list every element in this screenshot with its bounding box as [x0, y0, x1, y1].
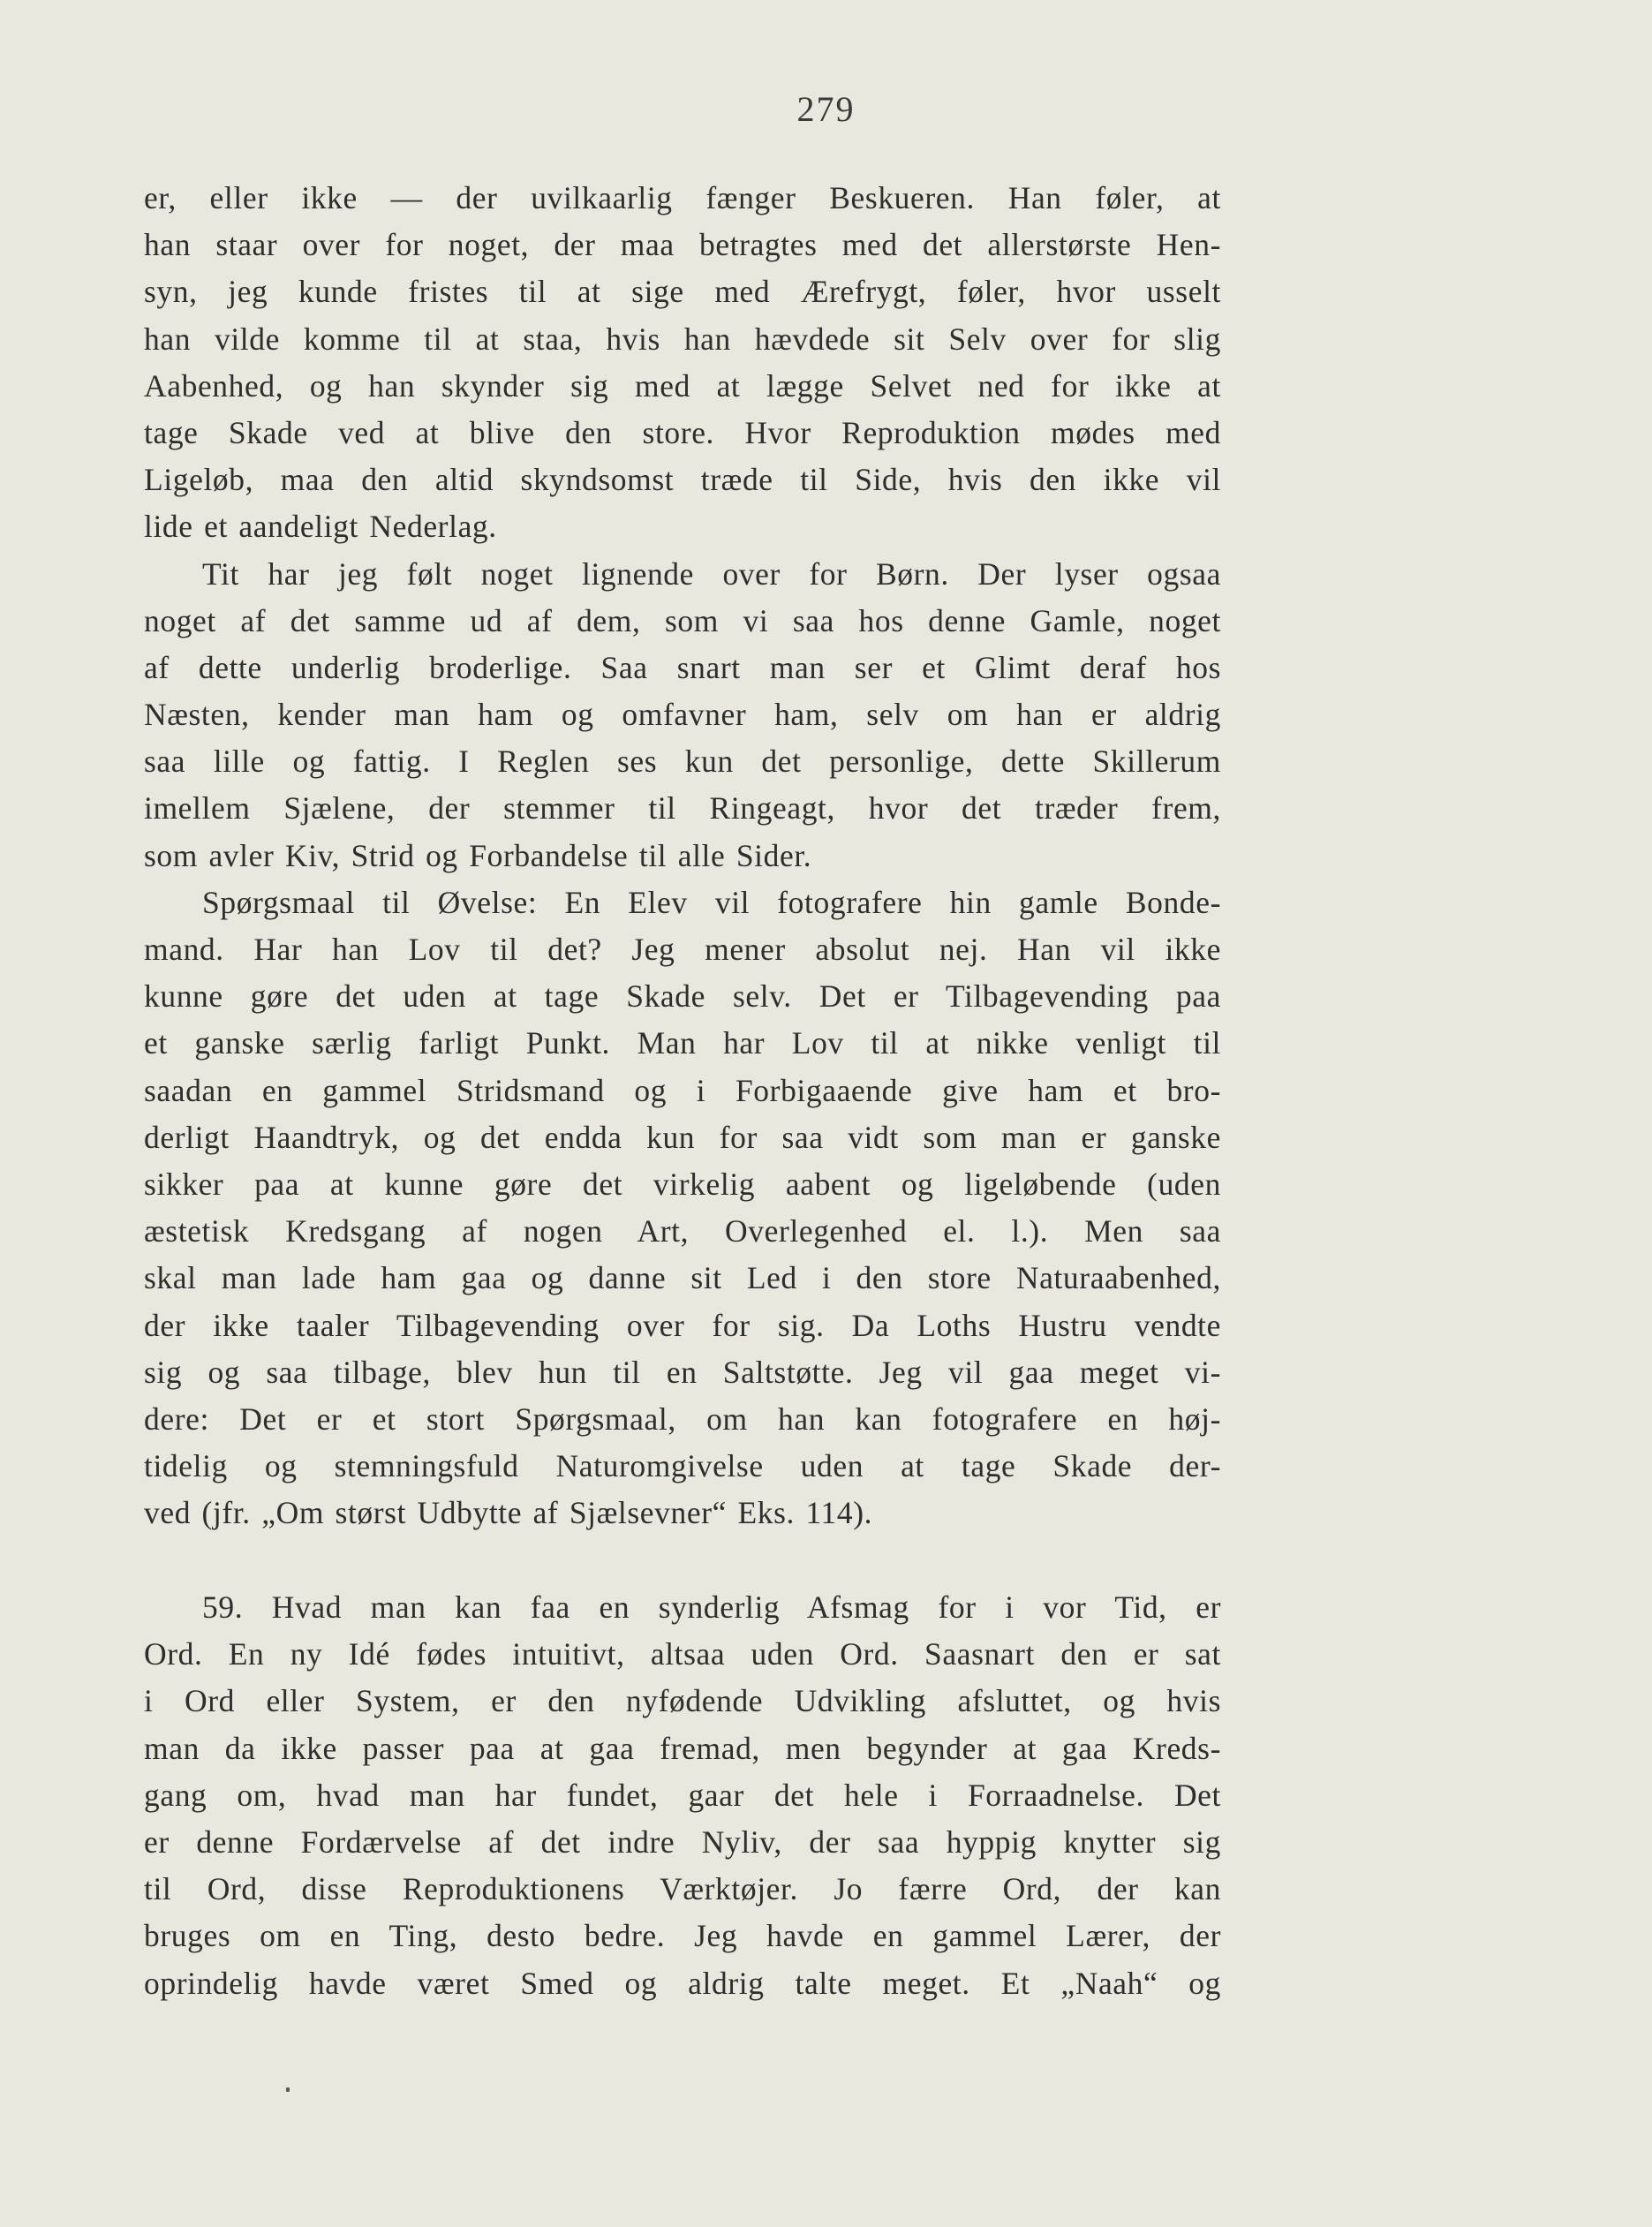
text-line: dere: Det er et stort Spørgsmaal, om han kan fotografere en høj- [144, 1400, 1221, 1437]
text-line: lide et aandeligt Nederlag. [144, 509, 497, 545]
text-line: er denne Fordærvelse af det indre Nyliv, der saa hyppig knytter sig [144, 1823, 1221, 1860]
text-line: tage Skade ved at blive den store. Hvor Reproduktion mødes med [144, 414, 1221, 450]
text-line: bruges om en Ting, desto bedre. Jeg havde en gammel Lærer, der [144, 1918, 1221, 1954]
text-line: sikker paa at kunne gøre det virkelig aabent og ligeløbende (uden [144, 1166, 1221, 1202]
text-section-1 [144, 175, 1221, 1536]
text-line: Aabenhed, og han skynder sig med at lægge Selvet ned for ikke at [144, 367, 1221, 404]
ink-speck [286, 2087, 290, 2092]
text-section-2 [144, 1584, 1221, 2007]
text-line: saa lille og fattig. I Reglen ses kun det personlige, dette Skillerum [144, 744, 1221, 780]
text-line: æstetisk Kredsgang af nogen Art, Overlegenhed el. l.). Men saa [144, 1213, 1221, 1249]
text-line: man da ikke passer paa at gaa fremad, men begynder at gaa Kreds- [144, 1730, 1221, 1766]
text-line: saadan en gammel Stridsmand og i Forbigaaende give ham et bro- [144, 1072, 1221, 1108]
text-line: der ikke taaler Tilbagevending over for sig. Da Loths Hustru vendte [144, 1307, 1221, 1343]
text-line: gang om, hvad man har fundet, gaar det hele i Forraadnelse. Det [144, 1777, 1221, 1813]
text-line: er, eller ikke — der uvilkaarlig fænger Beskueren. Han føler, at [144, 180, 1221, 215]
text-line: som avler Kiv, Strid og Forbandelse til alle Sider. [144, 837, 812, 873]
text-line: han staar over for noget, der maa betragtes med det allerstørste Hen- [144, 227, 1221, 263]
text-line: noget af det samme ud af dem, som vi saa hos denne Gamle, noget [144, 602, 1221, 638]
page-number: 279 [796, 89, 856, 129]
text-line: ved (jfr. „Om størst Udbytte af Sjælsevner“ Eks. 114). [144, 1495, 873, 1531]
text-line: i Ord eller System, er den nyfødende Udvikling afsluttet, og hvis [144, 1683, 1221, 1719]
text-line: imellem Sjælene, der stemmer til Ringeagt, hvor det træder frem, [144, 790, 1221, 827]
text-line: 59. Hvad man kan faa en synderlig Afsmag for i vor Tid, er [202, 1589, 1221, 1625]
text-line: tidelig og stemningsfuld Naturomgivelse uden at tage Skade der- [144, 1448, 1221, 1484]
text-line: Spørgsmaal til Øvelse: En Elev vil fotografere hin gamle Bonde- [202, 884, 1221, 920]
text-line: Tit har jeg følt noget lignende over for Børn. Der lyser ogsaa [202, 555, 1221, 592]
text-line: sig og saa tilbage, blev hun til en Saltstøtte. Jeg vil gaa meget vi- [144, 1354, 1221, 1390]
text-line: et ganske særlig farligt Punkt. Man har Lov til at nikke venligt til [144, 1025, 1221, 1061]
text-line: oprindelig havde været Smed og aldrig talte meget. Et „Naah“ og [144, 1965, 1221, 2001]
text-line: Næsten, kender man ham og omfavner ham, selv om han er aldrig [144, 697, 1221, 733]
text-line: til Ord, disse Reproduktionens Værktøjer. Jo færre Ord, der kan [144, 1871, 1221, 1907]
text-line: syn, jeg kunde fristes til at sige med Ærefrygt, føler, hvor usselt [144, 274, 1221, 310]
text-line: Ord. En ny Idé fødes intuitivt, altsaa uden Ord. Saasnart den er sat [144, 1636, 1221, 1672]
text-line: Ligeløb, maa den altid skyndsomst træde til Side, hvis den ikke vil [144, 462, 1221, 498]
text-line: mand. Har han Lov til det? Jeg mener absolut nej. Han vil ikke [144, 932, 1221, 967]
text-line: skal man lade ham gaa og danne sit Led i den store Naturaabenhed, [144, 1260, 1221, 1296]
text-line: han vilde komme til at staa, hvis han hævdede sit Selv over for slig [144, 321, 1221, 357]
text-line: kunne gøre det uden at tage Skade selv. Det er Tilbagevending paa [144, 978, 1221, 1015]
text-line: af dette underlig broderlige. Saa snart man ser et Glimt deraf hos [144, 649, 1221, 685]
text-line: derligt Haandtryk, og det endda kun for saa vidt som man er ganske [144, 1119, 1221, 1155]
